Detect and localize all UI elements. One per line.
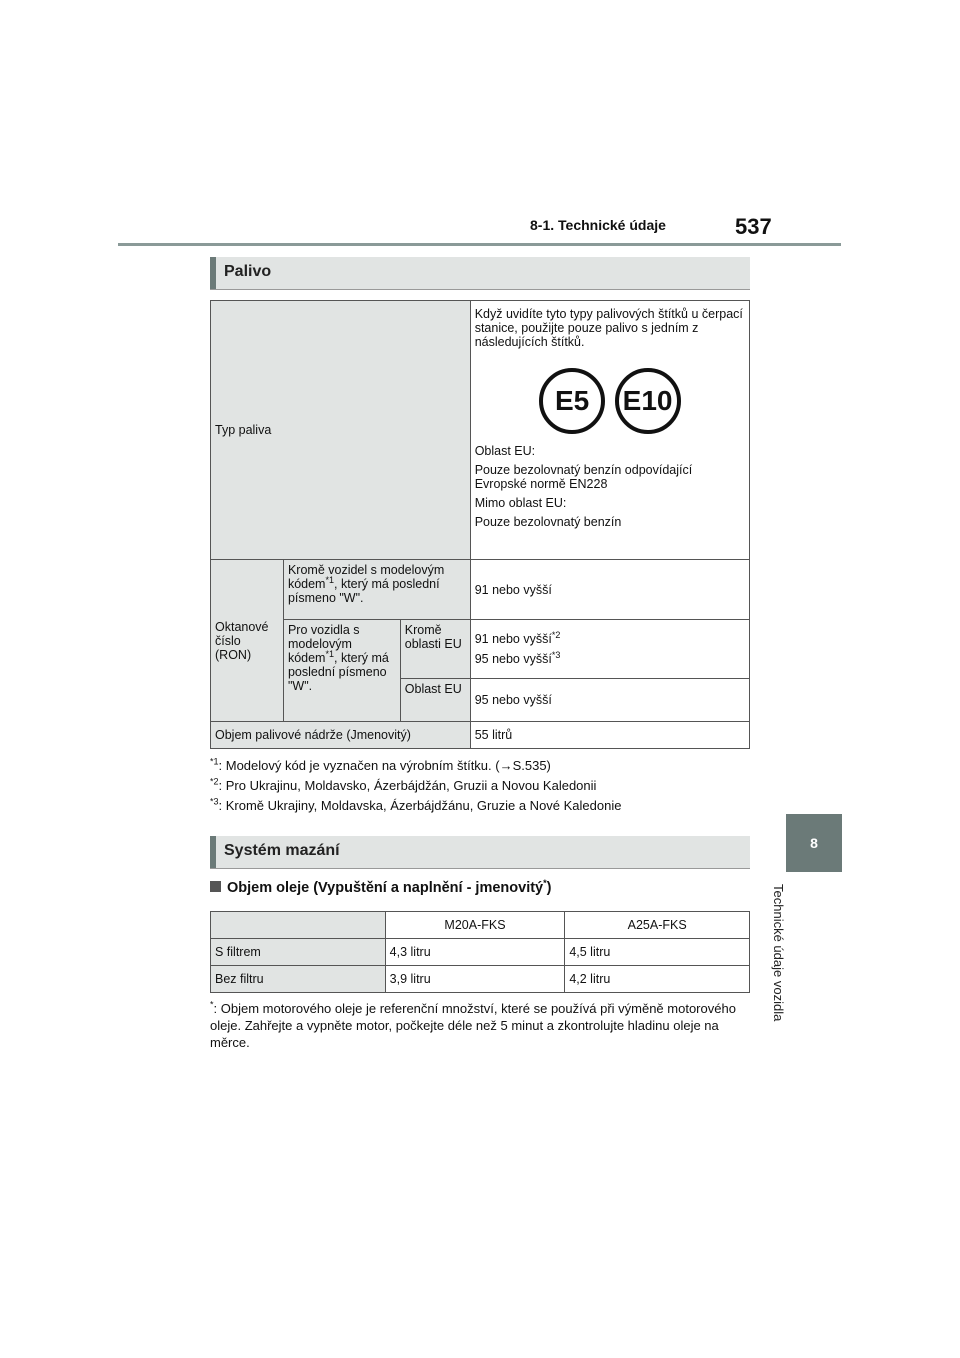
fuel-intro: Když uvidíte tyto typy palivových štítků u čerpací stanice, použijte pouze palivo s jedním z následujících štítků. [474, 307, 743, 349]
footnotes [210, 756, 621, 816]
oil-capacity-heading: Objem oleje (Vypuštění a naplnění - jmenovitý*) [210, 880, 551, 896]
page-number: 537 [735, 214, 772, 239]
footnote-1: $^{*1}$: Modelový kód je vyznačen na výrobním štítku. (→S.535) [210, 756, 551, 773]
column-header: A25A-FKS [565, 912, 750, 939]
fuel-section-title: Palivo [224, 263, 272, 280]
row-label: S filtrem [211, 939, 386, 966]
column-header: M20A-FKS [385, 912, 565, 939]
eu-fuel: Pouze bezolovnatý benzín odpovídající Evropské normě EN228 [474, 463, 693, 491]
table-row [211, 966, 750, 993]
header-divider [118, 243, 841, 246]
table-cell: 4,5 litru [565, 939, 750, 966]
chapter-side-label [771, 884, 803, 1054]
chapter-tab [786, 814, 842, 872]
table-row [211, 620, 750, 679]
tank-label: Objem palivové nádrže (Jmenovitý) [211, 722, 471, 749]
fuel-type-value [470, 301, 749, 560]
lube-section-title: Systém mazání [224, 842, 340, 859]
w-models-label: Pro vozidla s modelovým kódem$^{*1}$, který má poslední písmeno "W". [283, 620, 400, 722]
section-marker [210, 836, 216, 868]
eu-region-value: 95 nebo vyšší [470, 679, 749, 722]
table-cell: 4,3 litru [385, 939, 565, 966]
fuel-type-label: Typ paliva [211, 301, 471, 560]
oil-footnote: *: Objem motorového oleje je referenční množství, které se používá při výměně motorového oleje. Zahřejte a vypněte motor, počkejte déle než 5 minut a zkontrolujte hladinu oleje na měrce. [210, 999, 736, 1050]
row-label: Bez filtru [211, 966, 386, 993]
section-marker [210, 257, 216, 289]
outside-eu-label: Kromě oblasti EU [400, 620, 470, 679]
eu-area: Oblast EU: [474, 444, 536, 458]
oil-table [210, 911, 750, 993]
fuel-table [210, 300, 750, 749]
except-w-label: Kromě vozidel s modelovým kódem$^{*1}$, který má poslední písmeno "W". [283, 560, 470, 620]
e10-label-icon: E10 [615, 368, 681, 434]
chapter-number: 8 [810, 835, 818, 851]
octane-label: Oktanové číslo (RON) [211, 560, 284, 722]
column-header [211, 912, 386, 939]
except-w-value: 91 nebo vyšší [470, 560, 749, 620]
table-row [211, 722, 750, 749]
eu-region-label: Oblast EU [400, 679, 470, 722]
table-cell: 4,2 litru [565, 966, 750, 993]
table-row [211, 301, 750, 560]
e5-label-icon: E5 [539, 368, 605, 434]
table-header-row [211, 912, 750, 939]
table-cell: 3,9 litru [385, 966, 565, 993]
square-bullet-icon [210, 881, 221, 892]
fuel-labels [475, 354, 745, 444]
table-row [211, 939, 750, 966]
non-eu-fuel: Pouze bezolovnatý benzín [474, 515, 622, 529]
chapter-title: Technické údaje vozidla [771, 884, 786, 1022]
tank-value: 55 litrů [470, 722, 749, 749]
outside-eu-values: 91 nebo vyšší$^{*2}$ 95 nebo vyšší$^{*3}$ [470, 620, 749, 679]
section-header: 8-1. Technické údaje [530, 217, 666, 233]
non-eu-area: Mimo oblast EU: [474, 496, 567, 510]
lube-section-heading [210, 836, 750, 869]
footnote-2: $^{*2}$: Pro Ukrajinu, Moldavsko, Ázerbájdžán, Gruzii a Novou Kaledonii [210, 776, 597, 793]
footnote-3: $^{*3}$: Kromě Ukrajiny, Moldavska, Ázerbájdžánu, Gruzie a Nové Kaledonie [210, 796, 622, 813]
fuel-section-heading [210, 257, 750, 290]
table-row [211, 560, 750, 620]
